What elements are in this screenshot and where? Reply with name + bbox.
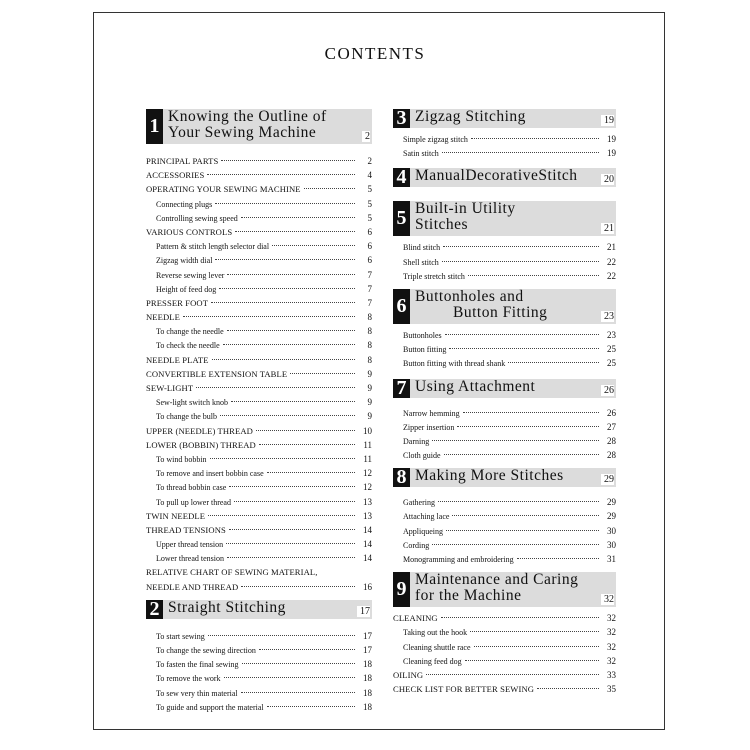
leader-dots xyxy=(210,458,355,459)
toc-entry[interactable] xyxy=(393,420,616,434)
entry-title: Cleaning feed dog xyxy=(403,656,462,666)
section-title-line: Stitches xyxy=(415,216,469,234)
toc-entry[interactable] xyxy=(146,324,372,338)
section-page-number: 26 xyxy=(601,385,614,396)
entry-page-number: 14 xyxy=(363,553,372,564)
toc-entry[interactable] xyxy=(146,438,372,452)
entry-page-number: 32 xyxy=(607,655,616,666)
leader-dots xyxy=(196,387,355,388)
section-number: 1 xyxy=(146,109,163,144)
section-number: 3 xyxy=(393,109,410,128)
entry-title: LOWER (BOBBIN) THREAD xyxy=(146,439,256,450)
entry-title: Cleaning shuttle race xyxy=(403,642,471,652)
entry-title: To remove and insert bobbin case xyxy=(156,469,264,479)
entry-page-number: 14 xyxy=(363,539,372,550)
section-title xyxy=(393,289,616,321)
section-header-8[interactable] xyxy=(393,468,616,487)
leader-dots xyxy=(517,558,599,559)
toc-entry[interactable] xyxy=(393,146,616,160)
entry-title: THREAD TENSIONS xyxy=(146,524,226,535)
section-number: 5 xyxy=(393,201,410,236)
leader-dots xyxy=(443,246,599,247)
entry-title: Taking out the hook xyxy=(403,628,468,638)
entry-title: NEEDLE AND THREAD xyxy=(146,581,239,592)
entry-page-number: 4 xyxy=(367,170,372,181)
toc-entry[interactable] xyxy=(146,282,372,296)
toc-entry[interactable] xyxy=(146,466,372,480)
toc-entry[interactable] xyxy=(393,495,616,509)
entry-page-number: 6 xyxy=(367,226,372,237)
section-title-line: Making More Stitches xyxy=(415,467,564,485)
leader-dots xyxy=(226,543,355,544)
toc-entry[interactable] xyxy=(146,381,372,395)
toc-entry[interactable] xyxy=(146,551,372,565)
leader-dots xyxy=(224,677,355,678)
entry-title: UPPER (NEEDLE) THREAD xyxy=(146,425,253,436)
toc-entry[interactable] xyxy=(393,552,616,566)
toc-entry[interactable] xyxy=(146,409,372,423)
toc-entry[interactable] xyxy=(146,268,372,282)
leader-dots xyxy=(219,288,355,289)
leader-dots xyxy=(537,688,599,689)
leader-dots xyxy=(426,674,599,675)
entry-title: To pull up lower thread xyxy=(156,497,231,507)
entry-page-number: 19 xyxy=(607,134,616,144)
entry-page-number: 17 xyxy=(363,630,372,641)
toc-entry[interactable] xyxy=(146,509,372,523)
leader-dots xyxy=(442,152,599,153)
page-title: CONTENTS xyxy=(324,44,426,63)
entry-title: Blind stitch xyxy=(403,243,441,253)
leader-dots xyxy=(229,529,355,530)
leader-dots xyxy=(259,444,355,445)
section-page-number: 19 xyxy=(601,115,614,126)
entry-title: Attaching lace xyxy=(403,512,450,522)
section-header-4[interactable] xyxy=(393,168,616,187)
entry-title: To change the needle xyxy=(156,327,224,337)
toc-entry[interactable] xyxy=(146,424,372,438)
toc-entry[interactable] xyxy=(393,255,616,269)
entry-title: Triple stretch stitch xyxy=(403,271,465,281)
section-header-1[interactable] xyxy=(146,109,372,144)
entry-title: CONVERTIBLE EXTENSION TABLE xyxy=(146,368,288,379)
toc-left-column xyxy=(146,109,372,714)
leader-dots xyxy=(445,334,599,335)
entry-title: Gathering xyxy=(403,498,435,508)
entry-page-number: 28 xyxy=(607,435,616,446)
entry-page-number: 35 xyxy=(607,684,616,695)
toc-right-column xyxy=(393,109,616,696)
leader-dots xyxy=(468,275,599,276)
toc-entry[interactable] xyxy=(146,211,372,225)
entry-page-number: 33 xyxy=(607,669,616,680)
entry-page-number: 32 xyxy=(607,627,616,638)
toc-entry[interactable] xyxy=(393,269,616,283)
entry-title: VARIOUS CONTROLS xyxy=(146,226,233,237)
leader-dots xyxy=(474,646,599,647)
entry-title: CHECK LIST FOR BETTER SEWING xyxy=(393,684,535,695)
entry-page-number: 9 xyxy=(367,411,372,422)
toc-entry[interactable] xyxy=(393,682,616,696)
entry-title: PRINCIPAL PARTS xyxy=(146,156,219,166)
leader-dots xyxy=(470,631,599,632)
entry-title: NEEDLE xyxy=(146,312,181,323)
entry-page-number: 5 xyxy=(367,212,372,223)
entry-title: Darning xyxy=(403,436,430,446)
toc-entry[interactable] xyxy=(146,197,372,211)
entry-title: To change the bulb xyxy=(156,412,217,422)
leader-dots xyxy=(231,401,355,402)
toc-entry[interactable] xyxy=(146,154,372,168)
section-title-line: Built-in Utility xyxy=(415,200,516,218)
leader-dots xyxy=(272,245,355,246)
leader-dots xyxy=(229,486,355,487)
entry-page-number: 19 xyxy=(607,148,616,159)
section-page-number: 20 xyxy=(601,174,614,185)
leader-dots xyxy=(221,160,355,161)
entry-page-number: 16 xyxy=(363,581,372,592)
entry-title: To thread bobbin case xyxy=(156,483,227,493)
toc-entry[interactable] xyxy=(393,342,616,356)
entry-title: NEEDLE PLATE xyxy=(146,354,209,365)
entry-page-number: 32 xyxy=(607,613,616,624)
entry-title: Reverse sewing lever xyxy=(156,270,225,280)
entry-page-number: 22 xyxy=(607,270,616,281)
leader-dots xyxy=(508,362,599,363)
entry-page-number: 8 xyxy=(367,340,372,351)
toc-entry[interactable] xyxy=(393,538,616,552)
entry-title: Upper thread tension xyxy=(156,540,224,550)
entry-title: Cording xyxy=(403,540,430,550)
entry-page-number: 8 xyxy=(367,326,372,337)
entry-page-number: 31 xyxy=(607,554,616,564)
section-title-line: Straight Stitching xyxy=(168,598,286,616)
toc-entry[interactable] xyxy=(146,580,372,594)
entry-page-number: 10 xyxy=(363,425,372,436)
toc-entry[interactable] xyxy=(146,629,372,643)
entry-title: Cloth guide xyxy=(403,451,441,461)
entry-title: PRESSER FOOT xyxy=(146,297,209,308)
section-title xyxy=(393,379,616,395)
entry-title: Controlling sewing speed xyxy=(156,213,238,223)
toc-entry[interactable] xyxy=(146,395,372,409)
entry-title: Monogramming and embroidering xyxy=(403,555,514,564)
entry-page-number: 12 xyxy=(363,468,372,479)
toc-entry[interactable] xyxy=(146,253,372,267)
entry-page-number: 27 xyxy=(607,421,616,432)
entry-title: To remove the work xyxy=(156,674,221,684)
entry-page-number: 5 xyxy=(367,198,372,209)
leader-dots xyxy=(227,557,355,558)
entry-title: Zipper insertion xyxy=(403,422,455,432)
entry-page-number: 18 xyxy=(363,701,372,712)
leader-dots xyxy=(463,412,599,413)
toc-entry[interactable] xyxy=(393,448,616,462)
section-number: 2 xyxy=(146,600,163,619)
toc-entry[interactable] xyxy=(146,523,372,537)
toc-entry[interactable] xyxy=(393,240,616,254)
section-number: 4 xyxy=(393,168,410,187)
leader-dots xyxy=(207,174,355,175)
section-title-line: ManualDecorativeStitch xyxy=(415,167,578,185)
entry-title: CLEANING xyxy=(393,613,438,624)
leader-dots xyxy=(449,348,599,349)
section-title xyxy=(393,109,616,125)
leader-dots xyxy=(444,454,599,455)
entry-page-number: 11 xyxy=(363,453,372,464)
section-number: 9 xyxy=(393,572,410,607)
section-header-5[interactable] xyxy=(393,201,616,236)
section-page-number: 32 xyxy=(601,594,614,605)
section-number: 6 xyxy=(393,289,410,324)
toc-entry[interactable] xyxy=(146,452,372,466)
leader-dots xyxy=(256,430,355,431)
toc-entry[interactable] xyxy=(146,338,372,352)
toc-entry[interactable] xyxy=(393,328,616,342)
entry-page-number: 30 xyxy=(607,525,616,536)
entry-page-number: 7 xyxy=(367,269,372,280)
entry-title: To fasten the final sewing xyxy=(156,660,239,670)
toc-entry[interactable] xyxy=(146,353,372,367)
section-title xyxy=(393,201,616,233)
section-title-line: Your Sewing Machine xyxy=(168,124,317,141)
leader-dots xyxy=(441,617,599,618)
toc-entry[interactable] xyxy=(393,654,616,668)
entry-page-number: 5 xyxy=(367,184,372,195)
entry-page-number: 29 xyxy=(607,497,616,508)
toc-entry[interactable] xyxy=(146,480,372,494)
leader-dots xyxy=(432,544,599,545)
leader-dots xyxy=(290,373,355,374)
toc-entry[interactable] xyxy=(146,565,372,579)
entry-title: Sew-light switch knob xyxy=(156,398,228,408)
section-title xyxy=(146,600,372,616)
entry-title: Shell stitch xyxy=(403,257,439,267)
entry-title: Lower thread tension xyxy=(156,554,224,564)
leader-dots xyxy=(446,530,599,531)
leader-dots xyxy=(241,692,355,693)
toc-entry[interactable] xyxy=(393,524,616,538)
section-header-2[interactable] xyxy=(146,597,372,620)
toc-entry[interactable] xyxy=(146,495,372,509)
toc-entry[interactable] xyxy=(393,611,616,625)
section-header-7[interactable] xyxy=(393,376,616,399)
entry-title: Zigzag width dial xyxy=(156,256,213,266)
entry-page-number: 9 xyxy=(367,368,372,379)
toc-entry[interactable] xyxy=(393,406,616,420)
leader-dots xyxy=(452,515,599,516)
entry-title: To change the sewing direction xyxy=(156,646,256,655)
entry-title: TWIN NEEDLE xyxy=(146,510,206,521)
section-number: 8 xyxy=(393,468,410,487)
toc-entry[interactable] xyxy=(146,700,372,714)
entry-page-number: 32 xyxy=(607,641,616,652)
section-number: 7 xyxy=(393,379,410,398)
section-page-number: 2 xyxy=(362,131,370,142)
entry-title: To start sewing xyxy=(156,631,205,641)
entry-title: Connecting plugs xyxy=(156,199,213,209)
leader-dots xyxy=(241,217,355,218)
leader-dots xyxy=(215,203,355,204)
leader-dots xyxy=(234,501,355,502)
section-title-line: Button Fitting xyxy=(453,303,548,321)
section-page-number: 23 xyxy=(601,311,614,322)
entry-title: Narrow hemming xyxy=(403,408,460,418)
entry-title: ACCESSORIES xyxy=(146,170,205,181)
leader-dots xyxy=(432,440,599,441)
toc-entry[interactable] xyxy=(393,640,616,654)
leader-dots xyxy=(212,359,355,360)
entry-page-number: 6 xyxy=(367,255,372,266)
toc-entry[interactable] xyxy=(393,668,616,682)
toc-entry[interactable] xyxy=(393,509,616,523)
entry-page-number: 7 xyxy=(367,283,372,294)
leader-dots xyxy=(215,259,355,260)
entry-page-number: 8 xyxy=(367,354,372,365)
leader-dots xyxy=(223,344,355,345)
leader-dots xyxy=(471,138,599,139)
entry-page-number: 12 xyxy=(363,482,372,493)
entry-title: OPERATING YOUR SEWING MACHINE xyxy=(146,184,301,195)
entry-page-number: 11 xyxy=(363,439,372,450)
entry-page-number: 6 xyxy=(367,241,372,252)
entry-title: Button fitting with thread shank xyxy=(403,359,506,369)
entry-page-number: 14 xyxy=(363,524,372,535)
section-page-number: 17 xyxy=(357,606,370,617)
section-title-line: Using Attachment xyxy=(415,377,536,395)
section-title-line: for the Machine xyxy=(415,587,522,605)
toc-entry[interactable] xyxy=(146,657,372,671)
section-header-9[interactable] xyxy=(393,572,616,607)
section-header-6[interactable] xyxy=(393,289,616,324)
entry-page-number: 9 xyxy=(367,397,372,408)
section-page-number: 29 xyxy=(601,474,614,485)
toc-entry[interactable] xyxy=(146,296,372,310)
entry-page-number: 25 xyxy=(607,344,616,355)
toc-entry[interactable] xyxy=(146,671,372,685)
toc-entry[interactable] xyxy=(146,643,372,657)
leader-dots xyxy=(242,663,355,664)
entry-title: RELATIVE CHART OF SEWING MATERIAL, xyxy=(146,567,318,578)
entry-page-number: 9 xyxy=(367,383,372,393)
toc-entry[interactable] xyxy=(393,625,616,639)
entry-page-number: 26 xyxy=(607,407,616,418)
entry-title: Pattern & stitch length selector dial xyxy=(156,242,270,252)
leader-dots xyxy=(183,316,355,317)
section-title-line: Buttonholes and xyxy=(415,287,524,305)
leader-dots xyxy=(438,501,599,502)
entry-title: SEW-LIGHT xyxy=(146,383,194,393)
entry-title: Appliqueing xyxy=(403,526,443,536)
entry-page-number: 28 xyxy=(607,450,616,461)
section-title-line: Knowing the Outline of xyxy=(168,108,327,125)
entry-title: To guide and support the material xyxy=(156,702,264,712)
section-title-line: Maintenance and Caring xyxy=(415,571,579,589)
toc-entry[interactable] xyxy=(146,686,372,700)
entry-title: Button fitting xyxy=(403,345,447,355)
entry-page-number: 13 xyxy=(363,496,372,507)
entry-title: To sew very thin material xyxy=(156,688,238,698)
entry-page-number: 18 xyxy=(363,673,372,684)
entry-page-number: 29 xyxy=(607,511,616,522)
leader-dots xyxy=(457,426,599,427)
toc-entry[interactable] xyxy=(393,132,616,146)
leader-dots xyxy=(267,706,355,707)
section-page-number: 21 xyxy=(601,223,614,234)
toc-entry[interactable] xyxy=(393,356,616,370)
entry-title: Simple zigzag stitch xyxy=(403,135,468,144)
entry-page-number: 23 xyxy=(607,329,616,340)
section-header-3[interactable] xyxy=(393,109,616,128)
entry-page-number: 21 xyxy=(607,242,616,253)
leader-dots xyxy=(220,415,355,416)
leader-dots xyxy=(442,261,599,262)
leader-dots xyxy=(304,188,355,189)
entry-title: To check the needle xyxy=(156,341,220,351)
section-title xyxy=(393,572,616,604)
entry-title: Height of feed dog xyxy=(156,284,217,294)
toc-entry[interactable] xyxy=(146,182,372,196)
toc-entry[interactable] xyxy=(146,239,372,253)
entry-page-number: 17 xyxy=(363,645,372,655)
leader-dots xyxy=(227,274,355,275)
toc-entry[interactable] xyxy=(146,225,372,239)
leader-dots xyxy=(235,231,355,232)
entry-title: Satin stitch xyxy=(403,149,439,159)
entry-page-number: 2 xyxy=(367,156,372,166)
entry-page-number: 7 xyxy=(367,297,372,308)
section-title xyxy=(393,168,616,184)
leader-dots xyxy=(227,330,355,331)
section-title-line: Zigzag Stitching xyxy=(415,108,526,125)
leader-dots xyxy=(465,660,599,661)
toc-entry[interactable] xyxy=(146,168,372,182)
toc-entry[interactable] xyxy=(146,537,372,551)
entry-page-number: 22 xyxy=(607,256,616,267)
entry-page-number: 8 xyxy=(367,312,372,323)
section-title xyxy=(393,468,616,484)
toc-entry[interactable] xyxy=(146,367,372,381)
toc-entry[interactable] xyxy=(393,434,616,448)
entry-page-number: 18 xyxy=(363,687,372,698)
entry-page-number: 30 xyxy=(607,539,616,550)
entry-page-number: 25 xyxy=(607,358,616,369)
entry-title: Buttonholes xyxy=(403,330,442,340)
entry-title: To wind bobbin xyxy=(156,454,207,464)
leader-dots xyxy=(241,586,355,587)
leader-dots xyxy=(211,302,355,303)
entry-page-number: 18 xyxy=(363,659,372,670)
entry-title: OILING xyxy=(393,669,424,680)
entry-page-number: 13 xyxy=(363,510,372,521)
leader-dots xyxy=(259,649,355,650)
leader-dots xyxy=(208,635,355,636)
section-title xyxy=(146,109,372,141)
toc-entry[interactable] xyxy=(146,310,372,324)
leader-dots xyxy=(267,472,355,473)
leader-dots xyxy=(208,515,355,516)
